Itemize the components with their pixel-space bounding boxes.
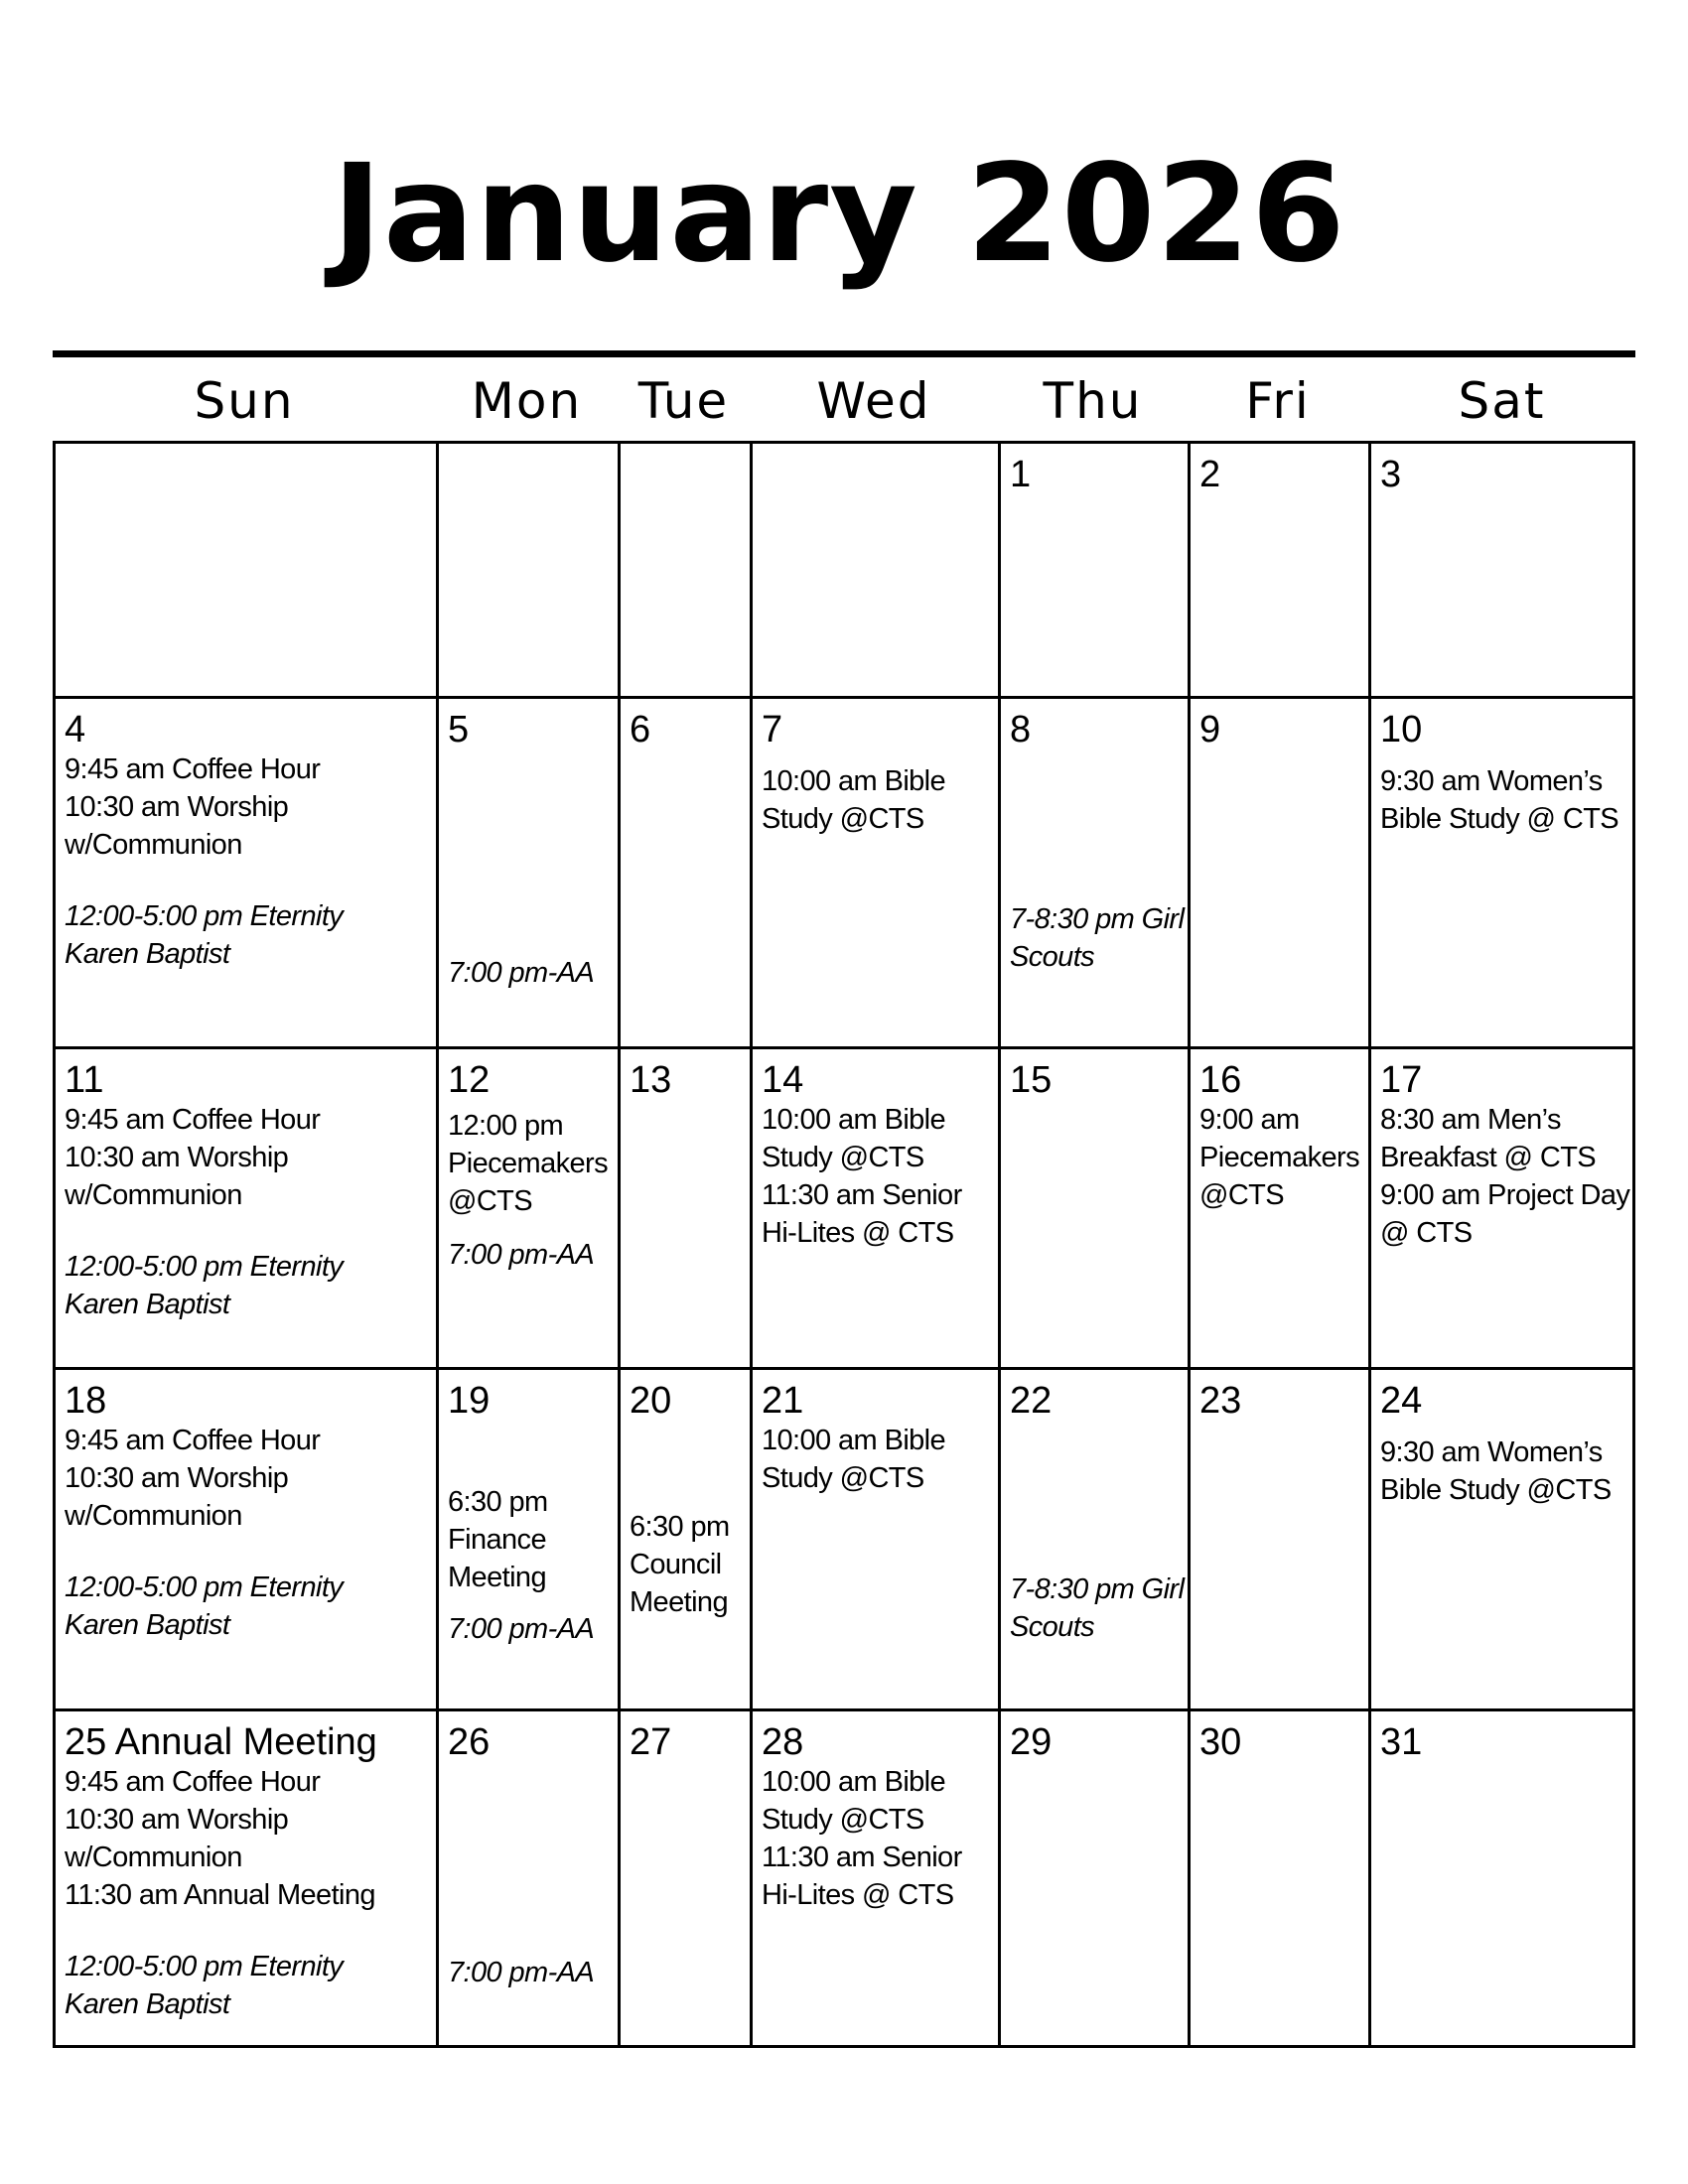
event-text: Karen Baptist [65, 1289, 230, 1320]
event-text: Bible Study @ CTS [1380, 803, 1619, 835]
day-number-annual-meeting: 25 Annual Meeting [65, 1721, 377, 1763]
day-cell-empty [753, 444, 998, 696]
day-cell [1371, 699, 1632, 1046]
day-cell [439, 1049, 618, 1367]
event-text: 9:45 am Coffee Hour [65, 1766, 321, 1798]
day-cell [621, 1711, 750, 2045]
day-number: 8 [1010, 709, 1032, 751]
day-number: 6 [630, 709, 651, 751]
day-cell [56, 1049, 436, 1367]
event-text: Study @CTS [762, 1804, 924, 1836]
day-cell [439, 1370, 618, 1708]
day-cell [621, 699, 750, 1046]
event-text: 12:00-5:00 pm Eternity [65, 1571, 344, 1603]
event-text: Breakfast @ CTS [1380, 1142, 1597, 1173]
event-text: Bible Study @CTS [1380, 1474, 1612, 1506]
day-number: 9 [1199, 709, 1221, 751]
event-text: Meeting [448, 1562, 546, 1593]
day-number: 2 [1199, 454, 1221, 495]
event-text: Finance [448, 1524, 546, 1556]
day-cell [56, 1370, 436, 1708]
weekday-thu: Thu [1043, 372, 1143, 430]
day-cell [1001, 444, 1188, 696]
day-number: 5 [448, 709, 470, 751]
day-number: 28 [762, 1721, 804, 1763]
day-number: 12 [448, 1059, 491, 1101]
day-cell [439, 699, 618, 1046]
day-number: 18 [65, 1380, 107, 1422]
day-number: 29 [1010, 1721, 1053, 1763]
event-text: 11:30 am Annual Meeting [65, 1879, 375, 1911]
day-cell [1001, 1711, 1188, 2045]
day-number: 19 [448, 1380, 491, 1422]
day-number: 23 [1199, 1380, 1242, 1422]
event-text: Scouts [1010, 1611, 1095, 1643]
day-cell [56, 1711, 436, 2045]
event-text: 10:00 am Bible [762, 1766, 946, 1798]
day-number: 11 [65, 1059, 104, 1101]
title-rule [53, 350, 1635, 357]
day-cell-empty [439, 444, 618, 696]
event-text: w/Communion [65, 829, 242, 861]
event-text: Karen Baptist [65, 1609, 230, 1641]
day-cell [1191, 699, 1368, 1046]
event-text: 9:45 am Coffee Hour [65, 1425, 321, 1456]
day-cell [753, 1370, 998, 1708]
day-number: 7 [762, 709, 783, 751]
calendar-title: January 2026 [332, 136, 1346, 293]
weekday-fri: Fri [1245, 372, 1311, 430]
event-text: 7:00 pm-AA [448, 957, 595, 989]
calendar-grid [53, 441, 1635, 2048]
event-text: 11:30 am Senior [762, 1842, 962, 1873]
event-text: @CTS [448, 1185, 533, 1217]
weekday-tue: Tue [637, 372, 730, 430]
event-text: 12:00-5:00 pm Eternity [65, 1251, 344, 1283]
day-number: 30 [1199, 1721, 1242, 1763]
event-text: 10:00 am Bible [762, 1425, 946, 1456]
weekday-wed: Wed [816, 372, 931, 430]
event-text: 7:00 pm-AA [448, 1613, 595, 1645]
event-text: Hi-Lites @ CTS [762, 1217, 954, 1249]
day-number: 21 [762, 1380, 804, 1422]
day-number: 13 [630, 1059, 672, 1101]
day-cell [1191, 1049, 1368, 1367]
event-text: Council [630, 1549, 722, 1580]
day-number: 24 [1380, 1380, 1423, 1422]
day-number: 26 [448, 1721, 491, 1763]
event-text: w/Communion [65, 1179, 242, 1211]
event-text: 9:45 am Coffee Hour [65, 753, 321, 785]
weekday-sat: Sat [1458, 372, 1546, 430]
weekday-sun: Sun [194, 372, 295, 430]
day-number: 31 [1380, 1721, 1423, 1763]
event-text: w/Communion [65, 1500, 242, 1532]
event-text: 9:30 am Women’s [1380, 765, 1603, 797]
event-text: 10:30 am Worship [65, 1804, 289, 1836]
event-text: 12:00-5:00 pm Eternity [65, 900, 344, 932]
event-text: 12:00-5:00 pm Eternity [65, 1951, 344, 1982]
day-number: 1 [1010, 454, 1032, 495]
day-number: 14 [762, 1059, 804, 1101]
day-cell [1001, 1370, 1188, 1708]
day-cell [1371, 1049, 1632, 1367]
day-cell [1371, 1711, 1632, 2045]
event-text: Study @CTS [762, 803, 924, 835]
event-text: 9:30 am Women’s [1380, 1436, 1603, 1468]
event-text: @CTS [1199, 1179, 1285, 1211]
day-number: 22 [1010, 1380, 1053, 1422]
event-text: 9:00 am [1199, 1104, 1300, 1136]
day-number: 16 [1199, 1059, 1242, 1101]
event-text: 10:30 am Worship [65, 1462, 289, 1494]
day-cell [56, 699, 436, 1046]
event-text: 11:30 am Senior [762, 1179, 962, 1211]
day-number: 15 [1010, 1059, 1053, 1101]
day-number: 4 [65, 709, 86, 751]
event-text: Study @CTS [762, 1462, 924, 1494]
event-text: Study @CTS [762, 1142, 924, 1173]
event-text: Piecemakers [1199, 1142, 1360, 1173]
day-cell [753, 1049, 998, 1367]
day-cell [1001, 1049, 1188, 1367]
day-number: 27 [630, 1721, 672, 1763]
event-text: 9:45 am Coffee Hour [65, 1104, 321, 1136]
event-text: Karen Baptist [65, 938, 230, 970]
day-cell [1191, 444, 1368, 696]
day-cell [621, 1370, 750, 1708]
day-number: 20 [630, 1380, 672, 1422]
day-cell [1371, 1370, 1632, 1708]
event-text: 7-8:30 pm Girl [1010, 1573, 1185, 1605]
event-text: 10:00 am Bible [762, 1104, 946, 1136]
day-cell [753, 1711, 998, 2045]
event-text: Piecemakers [448, 1148, 609, 1179]
day-cell-empty [56, 444, 436, 696]
day-cell [753, 699, 998, 1046]
event-text: Meeting [630, 1586, 728, 1618]
event-text: 8:30 am Men’s [1380, 1104, 1561, 1136]
event-text: 10:00 am Bible [762, 765, 946, 797]
day-cell [1001, 699, 1188, 1046]
event-text: 10:30 am Worship [65, 791, 289, 823]
day-number: 17 [1380, 1059, 1423, 1101]
day-cell [621, 1049, 750, 1367]
event-text: 6:30 pm [448, 1486, 548, 1518]
event-text: 7-8:30 pm Girl [1010, 903, 1185, 935]
event-text: 9:00 am Project Day [1380, 1179, 1630, 1211]
day-cell [1191, 1711, 1368, 2045]
event-text: Scouts [1010, 941, 1095, 973]
event-text: w/Communion [65, 1842, 242, 1873]
event-text: 12:00 pm [448, 1110, 564, 1142]
event-text: 6:30 pm [630, 1511, 730, 1543]
day-cell-empty [621, 444, 750, 696]
day-cell [1371, 444, 1632, 696]
event-text: 7:00 pm-AA [448, 1957, 595, 1988]
day-cell [439, 1711, 618, 2045]
day-number: 3 [1380, 454, 1402, 495]
event-text: 10:30 am Worship [65, 1142, 289, 1173]
event-text: 7:00 pm-AA [448, 1239, 595, 1271]
day-number: 10 [1380, 709, 1423, 751]
event-text: Karen Baptist [65, 1988, 230, 2020]
event-text: @ CTS [1380, 1217, 1473, 1249]
event-text: Hi-Lites @ CTS [762, 1879, 954, 1911]
weekday-mon: Mon [471, 372, 583, 430]
day-cell [1191, 1370, 1368, 1708]
